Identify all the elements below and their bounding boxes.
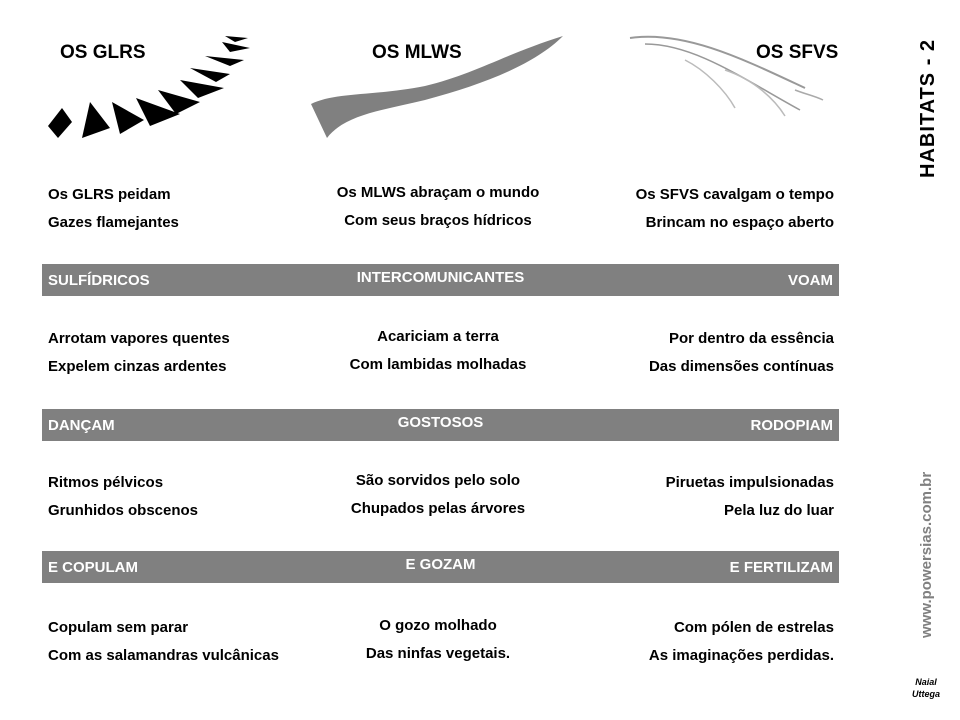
stanza3-right-line1: Piruetas impulsionadas (665, 474, 834, 491)
bar2-center: GOSTOSOS (397, 414, 484, 431)
stanza1-center-line2: Com seus braços hídricos (344, 212, 532, 229)
author-first-name: Naial (915, 677, 937, 687)
stanza4-center-line2: Das ninfas vegetais. (365, 645, 511, 662)
stanza3-right-line2: Pela luz do luar (723, 502, 834, 519)
stanza4-right-line2: As imaginações perdidas. (648, 647, 834, 664)
sfvs-title: OS SFVS (756, 42, 839, 63)
website-link[interactable]: www.powersias.com.br (918, 471, 935, 638)
stanza2-center-line2: Com lambidas molhadas (349, 356, 527, 373)
stanza1-center-line1: Os MLWS abraçam o mundo (336, 184, 540, 201)
wind-curves-icon (625, 30, 835, 130)
stanza2-left-line2: Expelem cinzas ardentes (48, 358, 227, 375)
stanza1-right-line2: Brincam no espaço aberto (645, 214, 834, 231)
author-signature (902, 676, 950, 700)
stanza3-left-line1: Ritmos pélvicos (48, 474, 164, 491)
stanza2-right-line2: Das dimensões contínuas (648, 358, 834, 375)
glrs-title: OS GLRS (60, 42, 146, 63)
bar2-right: RODOPIAM (750, 417, 833, 434)
bar1-left: SULFÍDRICOS (48, 272, 150, 289)
keyword-bar-3 (42, 551, 839, 583)
keyword-bar-1 (42, 264, 839, 296)
stanza3-center-line2: Chupados pelas árvores (350, 500, 526, 517)
stanza1-left-line1: Os GLRS peidam (48, 186, 171, 203)
mlws-title: OS MLWS (372, 42, 462, 63)
zigzag-diamonds-icon (40, 30, 260, 140)
bar3-right: E FERTILIZAM (729, 559, 833, 576)
wave-ribbon-icon (305, 34, 575, 144)
bar3-center: E GOZAM (405, 556, 476, 573)
stanza4-right-line1: Com pólen de estrelas (673, 619, 834, 636)
stanza1-right-line1: Os SFVS cavalgam o tempo (635, 186, 834, 203)
section-title: HABITATS - 2 (917, 38, 939, 178)
author-last-name: Uttega (911, 689, 940, 699)
stanza1-left-line2: Gazes flamejantes (48, 214, 179, 231)
bar1-center: INTERCOMUNICANTES (356, 269, 525, 286)
bar1-right: VOAM (788, 272, 833, 289)
stanza3-left-line2: Grunhidos obscenos (48, 502, 199, 519)
bar2-left: DANÇAM (48, 417, 115, 434)
stanza4-left-line2: Com as salamandras vulcânicas (48, 647, 279, 664)
bar3-left: E COPULAM (48, 559, 138, 576)
stanza2-center-line1: Acariciam a terra (377, 328, 499, 345)
stanza2-right-line1: Por dentro da essência (668, 330, 834, 347)
stanza2-left-line1: Arrotam vapores quentes (48, 330, 230, 347)
keyword-bar-2 (42, 409, 839, 441)
stanza4-center-line1: O gozo molhado (379, 617, 497, 634)
stanza4-left-line1: Copulam sem parar (48, 619, 189, 636)
stanza3-center-line1: São sorvidos pelo solo (355, 472, 521, 489)
